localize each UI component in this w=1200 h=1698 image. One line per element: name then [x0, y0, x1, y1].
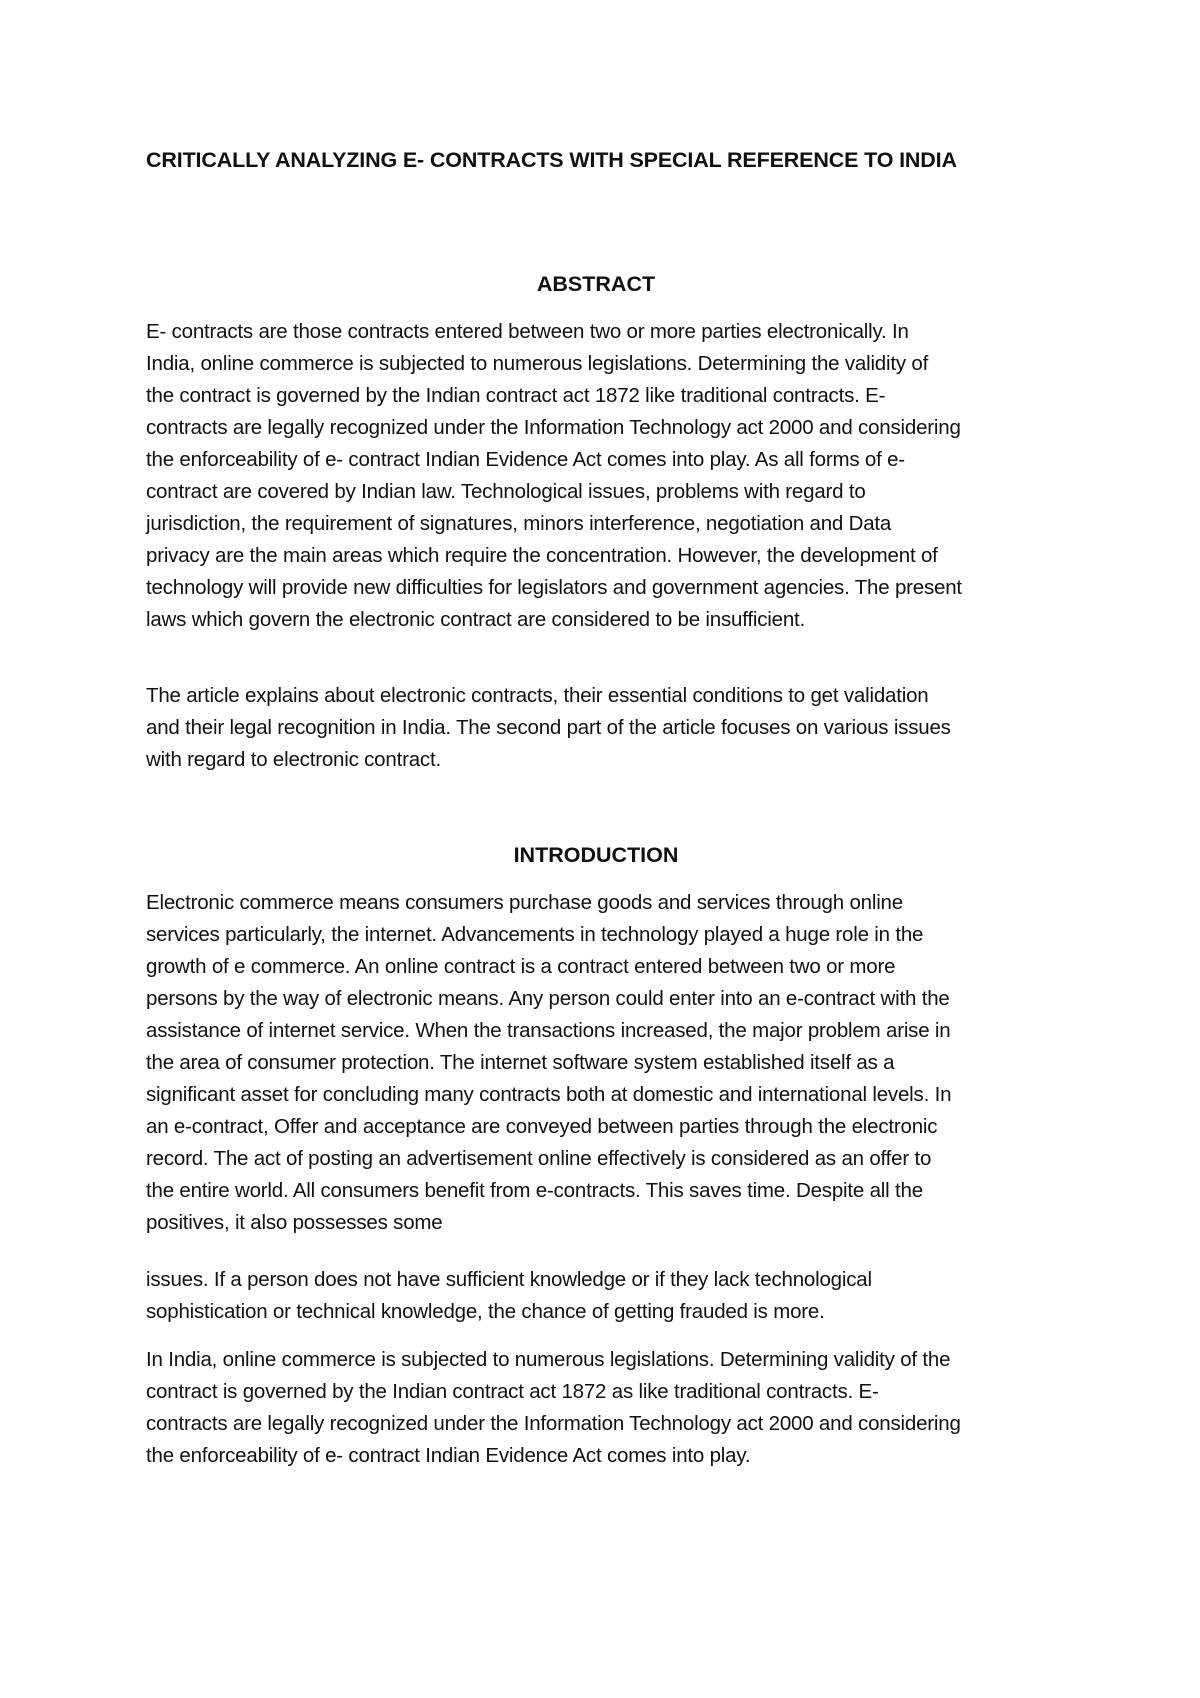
text-line: privacy are the main areas which require the concentration. However, the development of: [146, 544, 938, 567]
text-line: sophistication or technical knowledge, the chance of getting frauded is more.: [146, 1300, 825, 1323]
abstract-heading: ABSTRACT: [536, 272, 656, 296]
text-line: significant asset for concluding many contracts both at domestic and international levels. In: [146, 1083, 952, 1106]
text-line: issues. If a person does not have sufficient knowledge or if they lack technological: [146, 1268, 872, 1291]
introduction-paragraph-1: [146, 887, 1066, 1239]
text-line: jurisdiction, the requirement of signatures, minors interference, negotiation and Data: [146, 512, 892, 535]
text-line: E- contracts are those contracts entered between two or more parties electronically. In: [146, 320, 909, 343]
text-line: The article explains about electronic contracts, their essential conditions to get validation: [146, 684, 929, 707]
document-title: CRITICALLY ANALYZING E- CONTRACTS WITH SPECIAL REFERENCE TO INDIA: [146, 148, 957, 172]
text-line: contract are covered by Indian law. Technological issues, problems with regard to: [146, 480, 866, 503]
text-line: record. The act of posting an advertisement online effectively is considered as an offer to: [146, 1147, 932, 1170]
text-line: contract is governed by the Indian contract act 1872 as like traditional contracts. E-: [146, 1380, 879, 1403]
text-line: contracts are legally recognized under the Information Technology act 2000 and considering: [146, 1412, 961, 1435]
text-line: contracts are legally recognized under the Information Technology act 2000 and considering: [146, 416, 961, 439]
text-line: services particularly, the internet. Advancements in technology played a huge role in the: [146, 923, 924, 946]
text-line: the entire world. All consumers benefit from e-contracts. This saves time. Despite all the: [146, 1179, 923, 1202]
document-page: [146, 0, 1066, 1698]
text-line: growth of e commerce. An online contract is a contract entered between two or more: [146, 955, 896, 978]
text-line: assistance of internet service. When the transactions increased, the major problem arise in: [146, 1019, 951, 1042]
introduction-paragraph-2: [146, 1264, 1066, 1328]
text-line: India, online commerce is subjected to numerous legislations. Determining the validity of: [146, 352, 929, 375]
text-line: the enforceability of e- contract Indian Evidence Act comes into play. As all forms of e-: [146, 448, 905, 471]
text-line: positives, it also possesses some: [146, 1211, 443, 1234]
text-line: In India, online commerce is subjected to numerous legislations. Determining validity of the: [146, 1348, 951, 1371]
introduction-heading: INTRODUCTION: [513, 843, 679, 867]
text-line: an e-contract, Offer and acceptance are conveyed between parties through the electronic: [146, 1115, 938, 1138]
text-line: persons by the way of electronic means. Any person could enter into an e-contract with the: [146, 987, 950, 1010]
text-line: laws which govern the electronic contract are considered to be insufficient.: [146, 608, 806, 631]
abstract-paragraph-1: [146, 316, 1066, 636]
text-line: the enforceability of e- contract Indian Evidence Act comes into play.: [146, 1444, 751, 1467]
text-line: the area of consumer protection. The internet software system established itself as a: [146, 1051, 895, 1074]
text-line: with regard to electronic contract.: [146, 748, 441, 771]
introduction-paragraph-3: [146, 1344, 1066, 1472]
text-line: and their legal recognition in India. The second part of the article focuses on various issues: [146, 716, 951, 739]
text-line: Electronic commerce means consumers purchase goods and services through online: [146, 891, 903, 914]
abstract-paragraph-2: [146, 680, 1066, 776]
text-line: the contract is governed by the Indian contract act 1872 like traditional contracts. E-: [146, 384, 886, 407]
text-line: technology will provide new difficulties for legislators and government agencies. The present: [146, 576, 962, 599]
